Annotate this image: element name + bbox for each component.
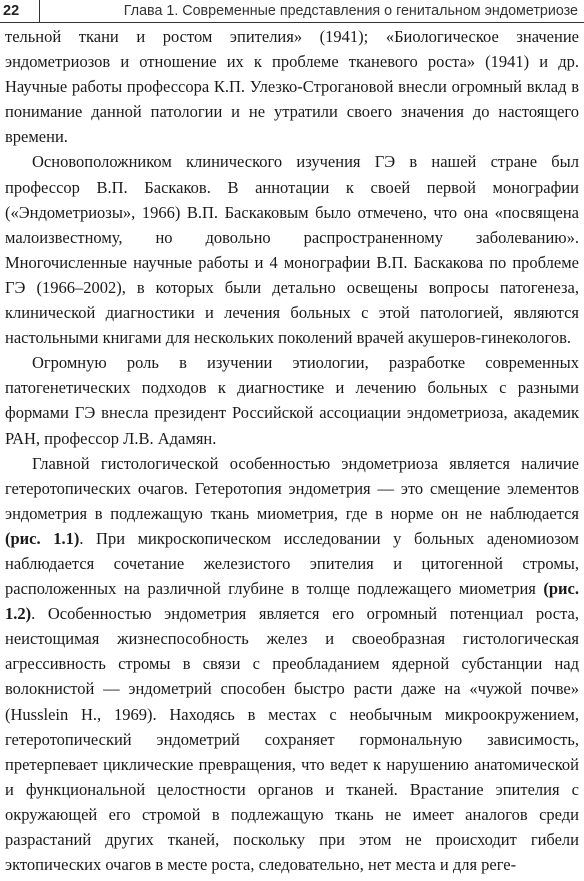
paragraph-text: тельной ткани и ростом эпителия» (1941); «Биологическое значение эндометриозов и отношение их к проблеме тканевого роста» (1941) и др. Научные работы профессора К.П. Улезко-Строгановой внесли огромный вклад в понимание данной патологии и не утратили своего значения до настоящего времени. — [5, 27, 579, 147]
paragraph-text: . Особенностью эндометрия является его огромный потенциал роста, неистощимая жизнеспособность желез и своеобразная гистологическая агрессивность стромы в связи с преобладанием ядерной субстанции над волокнистой — эндометрий способен быстро расти даже на «чужой почве» (Husslein H., 1969). Находясь в местах с необычным микроокружением, гетеротопический эндометрий сохраняет гормональную зависимость, претерпевает циклические превращения, что ведет к нарушению анатомической и функциональной целостности органов и тканей. Врастание эпителия с окружающей его стромой в подлежащую ткань не имеет аналогов среди разрастаний других тканей, поскольку при этом не происходит гибели эктопических очагов в месте роста, следовательно, нет места и для реге- — [5, 604, 579, 875]
running-title: Глава 1. Современные представления о генитальном эндометриозе — [123, 3, 578, 19]
paragraph — [5, 451, 579, 878]
figure-reference[interactable]: (рис. 1.2) — [5, 579, 579, 624]
paragraph-text: Огромную роль в изучении этиологии, разработке современных патогенетических подходов к диагностике и лечению больных с разными формами ГЭ внесла президент Российской ассоциации эндометриоза, академик РАН, профессор Л.В. Адамян. — [5, 353, 579, 448]
paragraph — [5, 350, 579, 450]
header-separator — [39, 0, 40, 22]
header-rule — [0, 22, 584, 23]
body-text — [5, 24, 579, 877]
paragraph-text: Главной гистологической особенностью эндометриоза является наличие гетеротопических очагов. Гетеротопия эндометрия — это смещение элементов эндометрия в подлежащую ткань миометрия, где в норме он не наблюдается — [5, 453, 579, 523]
paragraph-text: . При микроскопическом исследовании у больных аденомиозом наблюдается сочетание железистого эпителия и цитогенной стромы, расположенных на различной глубине в толще подлежащего миометрия — [5, 528, 579, 599]
page-header — [0, 0, 584, 22]
paragraph — [5, 149, 579, 350]
figure-reference[interactable]: (рис. 1.1) — [5, 528, 80, 548]
paragraph — [5, 24, 579, 149]
paragraph-text: Основоположником клинического изучения ГЭ в нашей стране был профессор В.П. Баскаков. В аннотации к своей первой монографии («Эндометриозы», 1966) В.П. Баскаковым было отмечено, что она «посвящена малоизвестному, но довольно распространенному заболеванию». Многочисленные научные работы и 4 монографии В.П. Баскакова по проблеме ГЭ (1966–2002), в которых были детально освещены вопросы патогенеза, клинической диагностики и лечения больных с этой патологией, являются настольными книгами для нескольких поколений врачей акушеров-гинекологов. — [5, 152, 579, 348]
page-number: 22 — [3, 3, 20, 19]
